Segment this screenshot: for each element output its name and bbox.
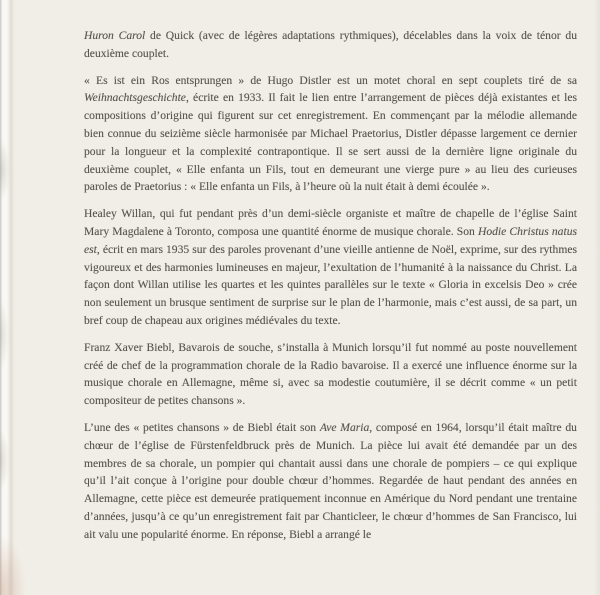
scan-smudge <box>0 300 9 370</box>
body-text: Healey Willan, qui fut pendant près d’un demi-siècle organiste et maître de chapelle de l’église Saint Mary Magdalene à Toronto, composa une quantité énorme de musique chorale. Son <box>84 207 577 238</box>
body-text: , écrite en 1933. Il fait le lien entre l’arrangement de pièces déjà existantes et les compositions d’origine qui figurent sur cet enregistrement. En commençant par la mélodie allemande bien connue du seizième siècle harmonisée par Michael Praetorius, Distler dépasse largement ce dernier pour la longueur et la complexité contrapontique. Il se sert aussi de la dernière ligne originale du deuxième couplet, « Elle enfanta un Fils, tout en demeurant une vierge pure » au lieu des curieuses paroles de Praetorius : « Elle enfanta un Fils, à l’heure où la nuit était à demi écoulée ». <box>84 91 577 194</box>
paragraph <box>84 419 577 544</box>
scan-smudge <box>0 430 9 490</box>
body-text: L’une des « petites chansons » de Biebl était son <box>84 420 320 434</box>
body-text: , écrit en mars 1935 sur des paroles provenant d’une vieille antienne de Noël, exprime, sur des rythmes vigoureux et des harmonies lumineuses en majeur, l’exultation de l’humanité à la naissance du Christ. La façon dont Willan utilise les quartes et les quintes parallèles sur le texte « Gloria in excelsis Deo » crée non seulement un brusque sentiment de surprise sur le plan de l’harmonie, mais c’est aussi, de sa part, un bref coup de chapeau aux origines médiévales du texte. <box>84 242 577 327</box>
scan-smudge <box>0 140 10 200</box>
work-title-italic: Ave Maria <box>319 420 370 434</box>
paragraph <box>84 339 577 410</box>
work-title-italic: Weihnachtsgeschichte <box>84 91 186 105</box>
body-text: « Es ist ein Ros entsprungen » de Hugo Distler est un motet choral en sept couplets tiré de sa <box>84 73 577 87</box>
page-right-edge <box>594 0 600 595</box>
work-title-italic: Huron Carol <box>84 29 146 42</box>
body-text: , composé en 1964, lorsqu’il était maître du chœur de l’église de Fürstenfeldbruck près de Munich. La pièce lui avait été demandée par un des membres de sa chorale, un pompier qui chantait aussi dans une chorale de pompiers – ce qui explique qu’il l’ait conçue à l’origine pour double chœur d’hommes. Regardée de haut pendant des années en Allemagne, cette pièce est demeurée pratiquement inconnue en Amérique du Nord pendant une trentaine d’années, jusqu’à ce qu’un enregistrement fait par Chanticleer, le chœur d’hommes de San Francisco, lui ait valu une popularité énorme. En réponse, Biebl a arrangé le <box>84 420 577 541</box>
paragraph <box>84 205 577 330</box>
paragraph <box>84 72 577 197</box>
work-title-italic: Hodie Christus natus est <box>84 224 578 256</box>
liner-notes-text <box>84 27 577 553</box>
page-gutter-edge <box>0 0 15 595</box>
paragraph <box>84 27 577 63</box>
body-text: Franz Xaver Biebl, Bavarois de souche, s’installa à Munich lorsqu’il fut nommé au poste nouvellement créé de chef de la programmation chorale de la Radio bavaroise. Il a exercé une influence énorme sur la musique chorale en Allemagne, même si, avec sa modestie coutumière, il se décrit comme « un petit compositeur de petites chansons ». <box>84 340 577 408</box>
body-text: de Quick (avec de légères adaptations rythmiques), décelables dans la voix de ténor du deuxième couplet. <box>84 29 578 60</box>
scan-corner-shadow <box>0 535 26 595</box>
